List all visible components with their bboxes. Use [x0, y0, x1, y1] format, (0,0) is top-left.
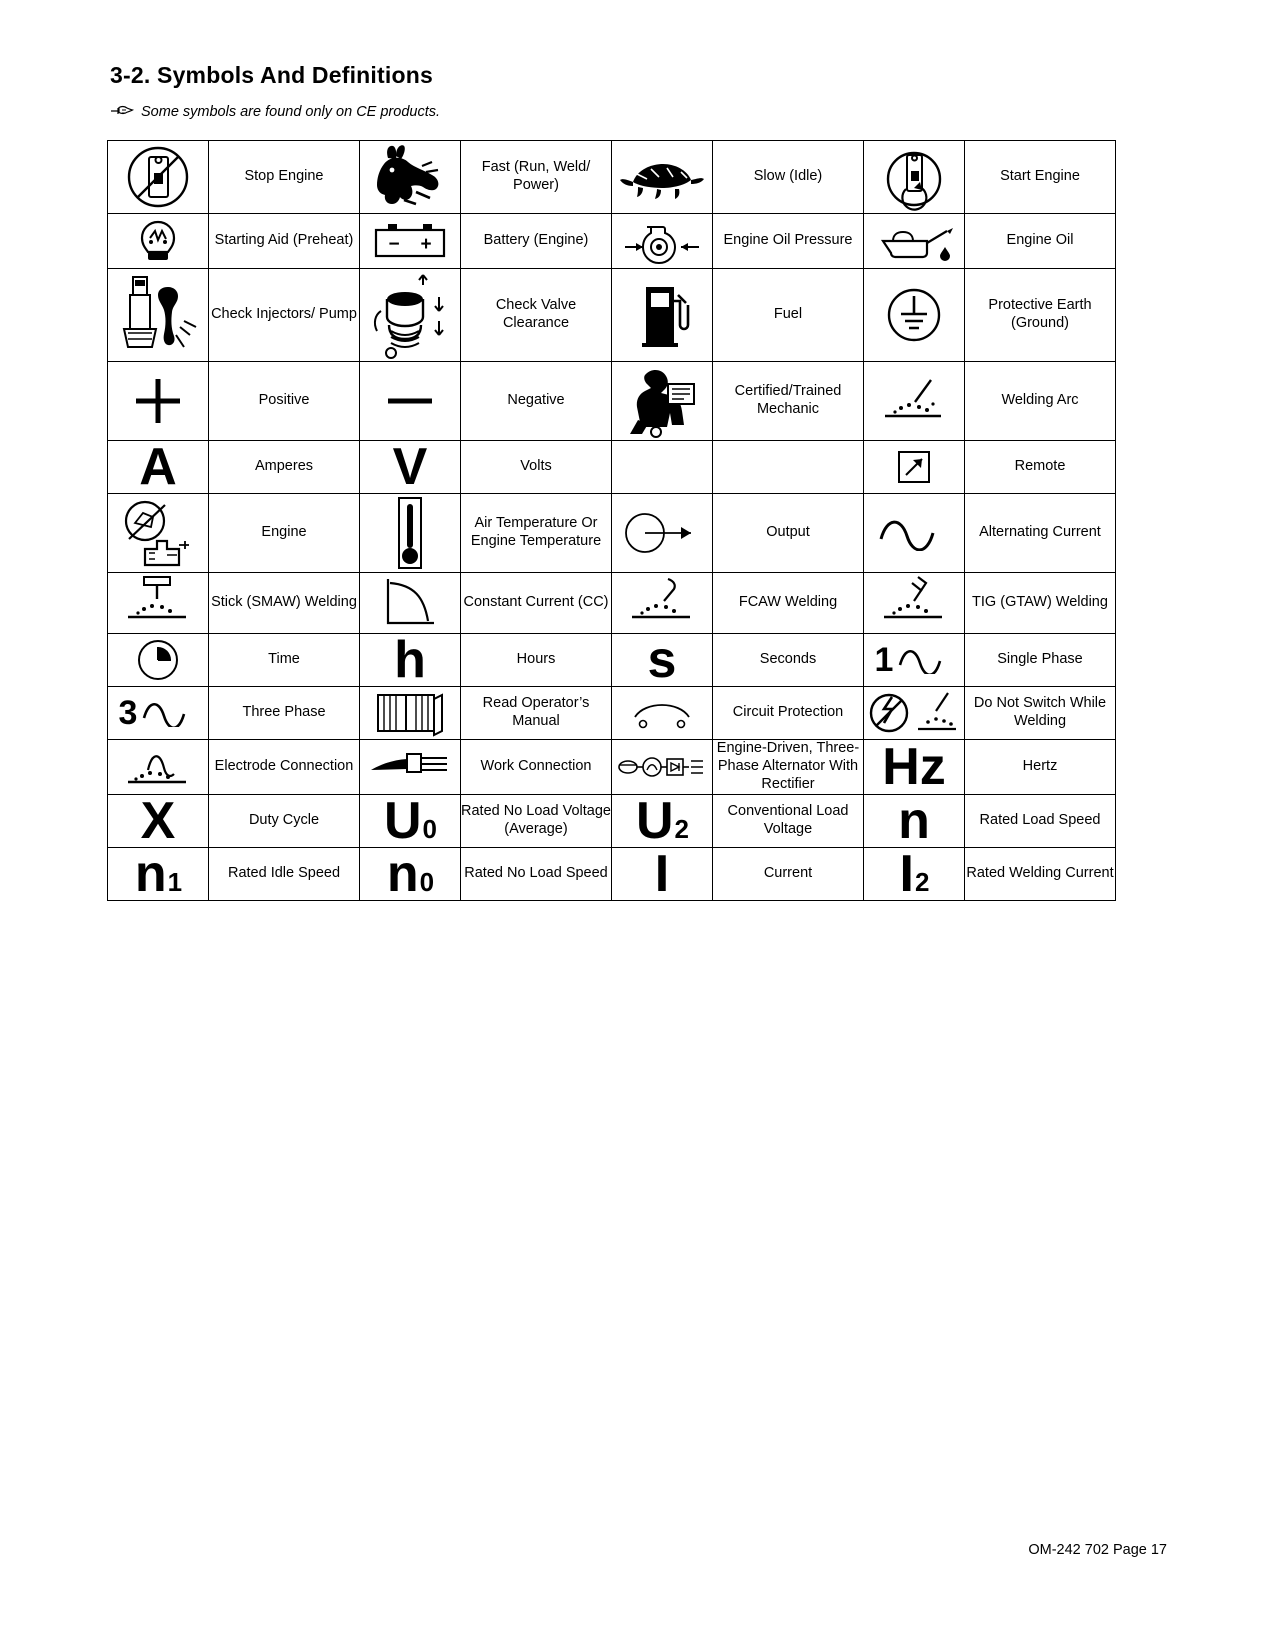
- label-cell: Starting Aid (Preheat): [209, 214, 360, 269]
- label-cell: TIG (GTAW) Welding: [965, 573, 1116, 634]
- engine-driven-three-phase-alternator-icon: [612, 740, 713, 795]
- label-cell: Stop Engine: [209, 141, 360, 214]
- time-clock-icon: [108, 634, 209, 687]
- table-row: [108, 141, 1116, 214]
- label-cell: [713, 441, 864, 494]
- label-cell: Air Temperature Or Engine Temperature: [461, 494, 612, 573]
- symbols-definitions-table: [107, 140, 1116, 901]
- label-cell: Engine Oil: [965, 214, 1116, 269]
- n0-subscript: 0: [419, 867, 435, 897]
- label-cell: Check Injectors/ Pump: [209, 269, 360, 362]
- work-connection-icon: [360, 740, 461, 795]
- label-cell: Conventional Load Voltage: [713, 795, 864, 848]
- svg-text:−: −: [388, 234, 400, 255]
- label-cell: Engine: [209, 494, 360, 573]
- amperes-glyph: A: [139, 438, 177, 496]
- label-cell: Constant Current (CC): [461, 573, 612, 634]
- label-cell: FCAW Welding: [713, 573, 864, 634]
- label-cell: Work Connection: [461, 740, 612, 795]
- label-cell: Fuel: [713, 269, 864, 362]
- stop-engine-icon: [108, 141, 209, 214]
- note-text: Some symbols are found only on CE products.: [141, 104, 441, 120]
- table-row: [108, 269, 1116, 362]
- label-cell: Do Not Switch While Welding: [965, 687, 1116, 740]
- engine-oil-pressure-icon: [612, 214, 713, 269]
- table-row: [108, 848, 1116, 901]
- conventional-load-voltage-u2-icon: [612, 792, 713, 850]
- label-cell: Rated No Load Voltage (Average): [461, 795, 612, 848]
- table-row: [108, 441, 1116, 494]
- three-phase-digit: 3: [118, 694, 138, 732]
- engine-oil-can-icon: [864, 214, 965, 269]
- table-row: [108, 634, 1116, 687]
- page-title: 3-2. Symbols And Definitions: [110, 62, 433, 88]
- positive-plus-icon: [108, 362, 209, 441]
- u2-subscript: 2: [674, 814, 690, 844]
- engine-icon: [108, 494, 209, 573]
- label-cell: Amperes: [209, 441, 360, 494]
- label-cell: Circuit Protection: [713, 687, 864, 740]
- u2-base-glyph: U: [635, 792, 674, 850]
- label-cell: Slow (Idle): [713, 141, 864, 214]
- n1-base-glyph: n: [134, 845, 167, 903]
- hours-h-icon: [360, 631, 461, 689]
- label-cell: Time: [209, 634, 360, 687]
- label-cell: Rated Idle Speed: [209, 848, 360, 901]
- n1-subscript: 1: [167, 867, 183, 897]
- tig-gtaw-welding-icon: [864, 573, 965, 634]
- n0-base-glyph: n: [386, 845, 419, 903]
- label-cell: Hours: [461, 634, 612, 687]
- label-cell: Start Engine: [965, 141, 1116, 214]
- table-row: [108, 573, 1116, 634]
- label-cell: Rated Welding Current: [965, 848, 1116, 901]
- electrode-connection-icon: [108, 740, 209, 795]
- i2-base-glyph: I: [899, 845, 914, 903]
- volts-glyph: V: [392, 438, 428, 496]
- rated-load-speed-n-icon: [864, 792, 965, 850]
- do-not-switch-while-welding-icon: [864, 687, 965, 740]
- protective-earth-ground-icon: [864, 269, 965, 362]
- label-cell: Welding Arc: [965, 362, 1116, 441]
- label-cell: Seconds: [713, 634, 864, 687]
- hours-glyph: h: [394, 631, 426, 689]
- label-cell: Volts: [461, 441, 612, 494]
- read-operators-manual-icon: [360, 687, 461, 740]
- label-cell: Single Phase: [965, 634, 1116, 687]
- label-cell: Check Valve Clearance: [461, 269, 612, 362]
- table-row: [108, 795, 1116, 848]
- alternating-current-sine-icon: [864, 494, 965, 573]
- pointing-hand-icon: [110, 104, 134, 120]
- single-phase-icon: [864, 634, 965, 687]
- label-cell: Protective Earth (Ground): [965, 269, 1116, 362]
- table-row: [108, 494, 1116, 573]
- battery-engine-icon: [360, 214, 461, 269]
- current-i-icon: [612, 845, 713, 903]
- page-footer: OM-242 702 Page 17: [1028, 1542, 1167, 1558]
- current-glyph: I: [654, 845, 670, 903]
- stick-smaw-welding-icon: [108, 573, 209, 634]
- label-cell: Certified/Trained Mechanic: [713, 362, 864, 441]
- label-cell: Electrode Connection: [209, 740, 360, 795]
- hertz-hz-icon: [864, 740, 965, 795]
- label-cell: Stick (SMAW) Welding: [209, 573, 360, 634]
- volts-v-icon: [360, 438, 461, 496]
- u0-subscript: 0: [422, 814, 438, 844]
- note-line: [110, 104, 440, 120]
- air-temperature-thermometer-icon: [360, 494, 461, 573]
- circuit-protection-icon: [612, 687, 713, 740]
- turtle-slow-icon: [612, 141, 713, 214]
- svg-text:+: +: [420, 234, 432, 255]
- rated-no-load-voltage-u0-icon: [360, 792, 461, 850]
- check-injectors-pump-icon: [108, 269, 209, 362]
- label-cell: Battery (Engine): [461, 214, 612, 269]
- label-cell: Rated No Load Speed: [461, 848, 612, 901]
- table-row: [108, 362, 1116, 441]
- seconds-s-icon: [612, 631, 713, 689]
- output-circle-arrow-icon: [612, 494, 713, 573]
- start-engine-icon: [864, 141, 965, 214]
- rated-no-load-speed-n0-icon: [360, 845, 461, 903]
- label-cell: Rated Load Speed: [965, 795, 1116, 848]
- starting-aid-preheat-icon: [108, 214, 209, 269]
- label-cell: Remote: [965, 441, 1116, 494]
- welding-arc-icon: [864, 362, 965, 441]
- duty-cycle-glyph: X: [140, 792, 176, 850]
- label-cell: Three Phase: [209, 687, 360, 740]
- rated-idle-speed-n1-icon: [108, 845, 209, 903]
- rabbit-fast-icon: [360, 141, 461, 214]
- label-cell: Alternating Current: [965, 494, 1116, 573]
- empty-symbol-cell: [612, 441, 713, 494]
- three-phase-icon: [108, 687, 209, 740]
- table-row: [108, 687, 1116, 740]
- check-valve-clearance-icon: [360, 269, 461, 362]
- constant-current-curve-icon: [360, 573, 461, 634]
- label-cell: Engine-Driven, Three-Phase Alternator With Rectifier: [713, 740, 864, 795]
- label-cell: Engine Oil Pressure: [713, 214, 864, 269]
- i2-subscript: 2: [914, 867, 930, 897]
- rated-welding-current-i2-icon: [864, 845, 965, 903]
- label-cell: Negative: [461, 362, 612, 441]
- fcaw-welding-icon: [612, 573, 713, 634]
- label-cell: Duty Cycle: [209, 795, 360, 848]
- duty-cycle-x-icon: [108, 792, 209, 850]
- seconds-glyph: s: [647, 631, 677, 689]
- amperes-a-icon: [108, 438, 209, 496]
- negative-minus-icon: [360, 362, 461, 441]
- label-cell: Output: [713, 494, 864, 573]
- label-cell: Positive: [209, 362, 360, 441]
- hertz-glyph: Hz: [882, 738, 946, 796]
- u0-base-glyph: U: [383, 792, 422, 850]
- label-cell: Fast (Run, Weld/ Power): [461, 141, 612, 214]
- single-phase-digit: 1: [874, 641, 894, 679]
- label-cell: Hertz: [965, 740, 1116, 795]
- remote-arrow-box-icon: [864, 441, 965, 494]
- table-row: [108, 214, 1116, 269]
- fuel-pump-icon: [612, 269, 713, 362]
- n-glyph: n: [898, 792, 930, 850]
- certified-trained-mechanic-icon: [612, 362, 713, 441]
- table-row: [108, 740, 1116, 795]
- label-cell: Current: [713, 848, 864, 901]
- label-cell: Read Operator’s Manual: [461, 687, 612, 740]
